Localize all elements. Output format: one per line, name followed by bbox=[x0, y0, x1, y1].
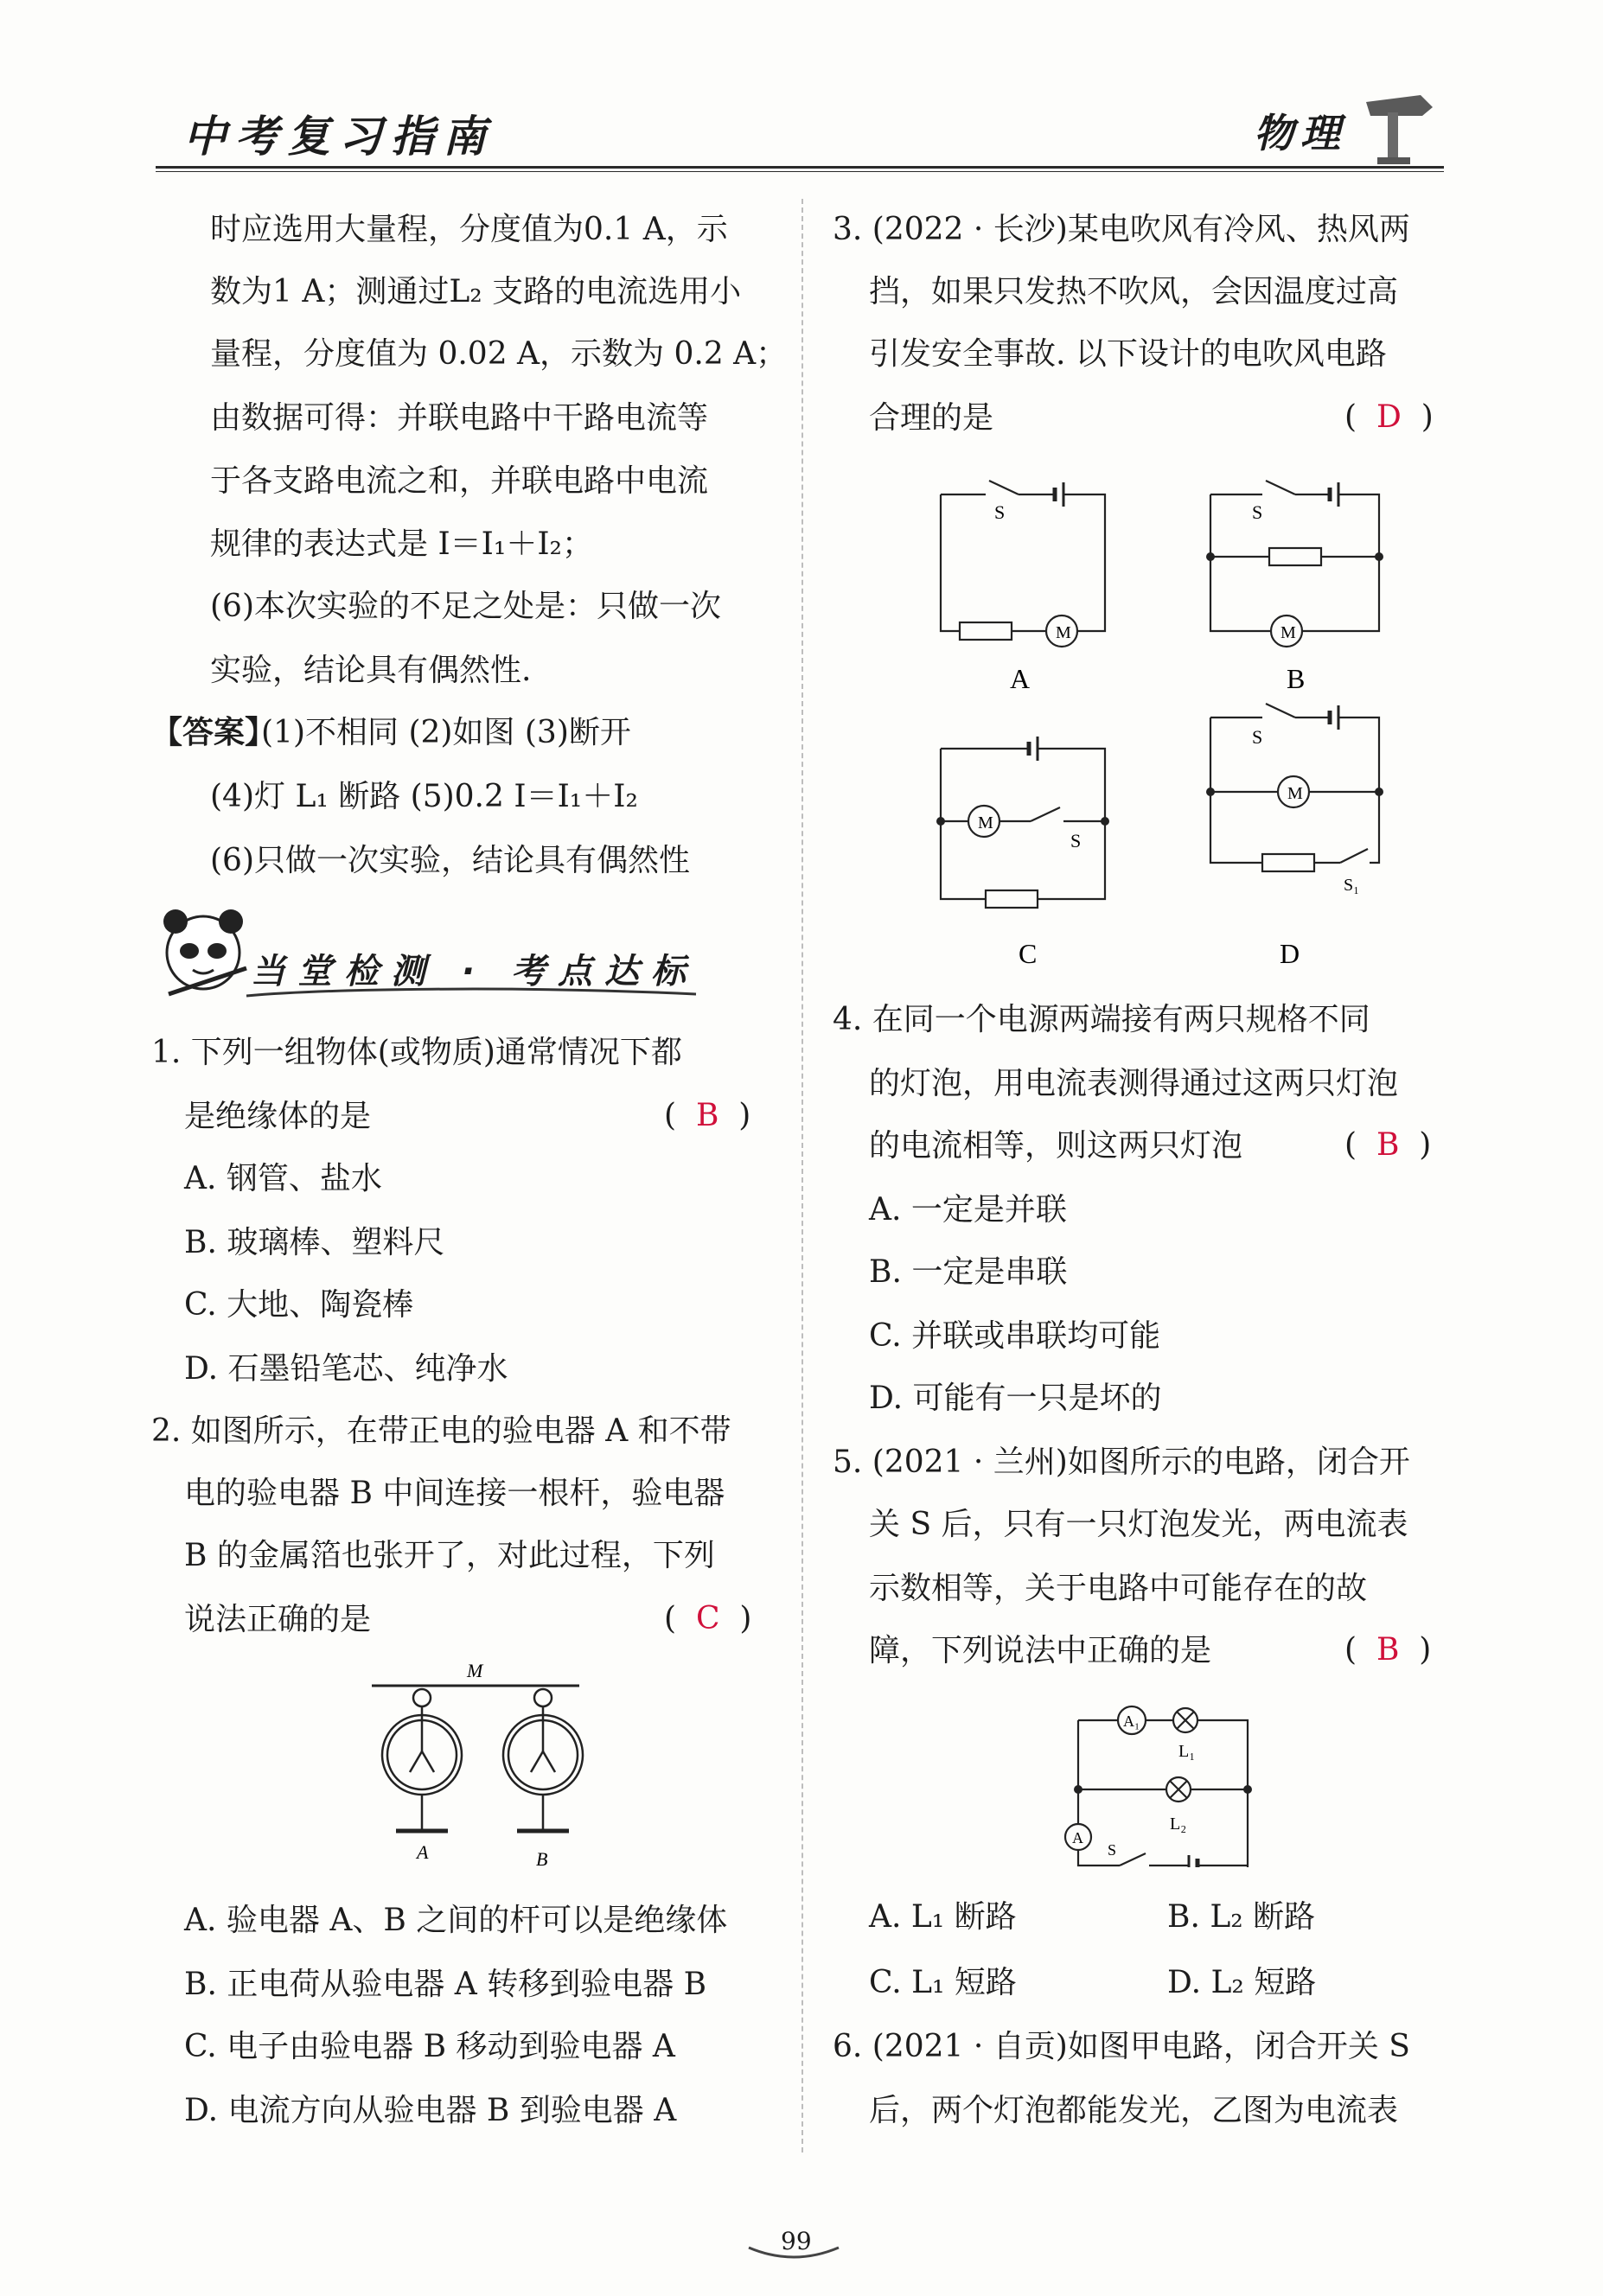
column-divider bbox=[802, 199, 803, 2152]
q5-answer: B bbox=[1376, 1632, 1400, 1668]
switch-label: S bbox=[1108, 1841, 1117, 1859]
cont-line: 量程，分度值为 0.02 A，示数为 0.2 A； bbox=[210, 336, 788, 372]
q1-stem: 1. 下列一组物体(或物质)通常情况下都 bbox=[151, 1035, 682, 1070]
q5-answer-bracket: ( B ) bbox=[1344, 1632, 1432, 1668]
q4-stem: 的灯泡，用电流表测得通过这两只灯泡 bbox=[869, 1066, 1399, 1101]
circuit-label-c: C bbox=[1019, 938, 1038, 969]
circuit-label-a: A bbox=[1010, 663, 1031, 694]
q3-stem: 挡，如果只发热不吹风，会因温度过高 bbox=[869, 274, 1399, 309]
q2-answer: C bbox=[695, 1601, 720, 1636]
q3-stem: 引发安全事故. 以下设计的电吹风电路 bbox=[869, 336, 1387, 372]
fig-label-b: B bbox=[536, 1848, 548, 1870]
q2-stem: 电的验电器 B 中间连接一根杆，验电器 bbox=[184, 1476, 725, 1511]
q5-stem: 关 S 后，只有一只灯泡发光，两电流表 bbox=[869, 1507, 1408, 1542]
q1-option: D. 石墨铅笔芯、纯净水 bbox=[184, 1351, 508, 1387]
q3-answer-bracket: ( D ) bbox=[1344, 399, 1434, 435]
answer-line: (6)只做一次实验，结论具有偶然性 bbox=[210, 843, 690, 878]
cont-line: 时应选用大量程，分度值为0.1 A，示 bbox=[210, 212, 728, 247]
q2-stem: 2. 如图所示，在带正电的验电器 A 和不带 bbox=[151, 1413, 731, 1449]
q6-stem: 后，两个灯泡都能发光，乙图为电流表 bbox=[869, 2093, 1399, 2128]
q1-option: B. 玻璃棒、塑料尺 bbox=[184, 1225, 445, 1260]
q3-stem: 合理的是 bbox=[869, 400, 994, 436]
q2-option: D. 电流方向从验电器 B 到验电器 A bbox=[184, 2093, 677, 2128]
q5-stem: 障，下列说法中正确的是 bbox=[869, 1633, 1212, 1668]
header-rule bbox=[156, 166, 1444, 169]
motor-label: M bbox=[1287, 784, 1303, 803]
motor-label: M bbox=[1280, 623, 1296, 642]
electroscope-figure bbox=[354, 1658, 597, 1883]
q4-stem: 的电流相等，则这两只灯泡 bbox=[869, 1128, 1243, 1164]
q5-option: C. L₁ 短路 bbox=[869, 1965, 1017, 2000]
signpost-icon bbox=[1353, 86, 1440, 169]
q5-stem: 示数相等，关于电路中可能存在的故 bbox=[869, 1571, 1368, 1606]
hairdryer-circuits bbox=[916, 458, 1418, 977]
q2-option: A. 验电器 A、B 之间的杆可以是绝缘体 bbox=[184, 1903, 728, 1938]
q3-stem: 3. (2022 · 长沙)某电吹风有冷风、热风两 bbox=[833, 212, 1410, 247]
cont-line: (6)本次实验的不足之处是：只做一次 bbox=[210, 589, 721, 624]
q2-stem: 说法正确的是 bbox=[184, 1602, 372, 1637]
fig-label-m: M bbox=[467, 1660, 483, 1681]
switch-s1-label: S₁ bbox=[1344, 876, 1360, 895]
q4-answer-bracket: ( B ) bbox=[1344, 1127, 1432, 1163]
cont-line: 规律的表达式是 I＝I₁＋I₂； bbox=[210, 526, 593, 562]
answer-line: (1)不相同 (2)如图 (3)断开 bbox=[261, 715, 631, 750]
subject-title: 物理 bbox=[1254, 110, 1347, 156]
answer-label: 【答案】 bbox=[151, 715, 277, 750]
q6-stem: 6. (2021 · 自贡)如图甲电路，闭合开关 S bbox=[833, 2029, 1410, 2064]
page-number: 99 bbox=[781, 2227, 812, 2255]
q5-stem: 5. (2021 · 兰州)如图所示的电路，闭合开 bbox=[833, 1445, 1410, 1480]
q2-stem: B 的金属箔也张开了，对此过程，下列 bbox=[184, 1538, 715, 1573]
q4-stem: 4. 在同一个电源两端接有两只规格不同 bbox=[833, 1002, 1370, 1037]
fault-circuit bbox=[1059, 1694, 1267, 1867]
switch-label: S bbox=[994, 501, 1006, 523]
ammeter-a-label: A bbox=[1072, 1829, 1083, 1846]
q4-option: D. 可能有一只是坏的 bbox=[869, 1381, 1162, 1416]
q2-option: C. 电子由验电器 B 移动到验电器 A bbox=[184, 2029, 675, 2064]
q1-stem: 是绝缘体的是 bbox=[184, 1099, 372, 1134]
switch-label: S bbox=[1252, 726, 1263, 748]
motor-label: M bbox=[1056, 623, 1071, 642]
cont-line: 数为1 A；测通过L₂ 支路的电流选用小 bbox=[210, 274, 742, 309]
q1-option: C. 大地、陶瓷棒 bbox=[184, 1287, 414, 1323]
cont-line: 由数据可得：并联电路中干路电流等 bbox=[210, 400, 709, 436]
q4-option: B. 一定是串联 bbox=[869, 1254, 1068, 1290]
q4-answer: B bbox=[1376, 1127, 1400, 1163]
circuit-label-d: D bbox=[1280, 938, 1300, 969]
lamp-l1-label: L₁ bbox=[1178, 1742, 1196, 1761]
ammeter-a1-label: A₁ bbox=[1123, 1712, 1140, 1730]
q1-answer-bracket: ( B ) bbox=[664, 1098, 751, 1133]
answer-line: (4)灯 L₁ 断路 (5)0.2 I＝I₁＋I₂ bbox=[210, 779, 638, 814]
q4-option: A. 一定是并联 bbox=[869, 1192, 1067, 1228]
book-title: 中考复习指南 bbox=[183, 112, 495, 162]
cont-line: 实验，结论具有偶然性. bbox=[210, 653, 532, 688]
cont-line: 于各支路电流之和，并联电路中电流 bbox=[210, 463, 709, 499]
section-title: 当堂检测 · 考点达标 bbox=[251, 952, 699, 992]
q5-option: B. L₂ 断路 bbox=[1167, 1899, 1316, 1935]
q1-option: A. 钢管、盐水 bbox=[184, 1161, 382, 1196]
fig-label-a: A bbox=[417, 1841, 429, 1863]
q4-option: C. 并联或串联均可能 bbox=[869, 1318, 1161, 1354]
circuit-label-b: B bbox=[1287, 663, 1306, 694]
header-rule-thin bbox=[156, 171, 1444, 172]
q3-answer: D bbox=[1376, 399, 1402, 435]
q5-option: D. L₂ 短路 bbox=[1167, 1965, 1317, 2000]
lamp-l2-label: L₂ bbox=[1170, 1814, 1187, 1834]
q5-option: A. L₁ 断路 bbox=[869, 1899, 1017, 1935]
q2-answer-bracket: ( C ) bbox=[664, 1601, 752, 1636]
q2-option: B. 正电荷从验电器 A 转移到验电器 B bbox=[184, 1967, 707, 2002]
q1-answer: B bbox=[695, 1098, 719, 1133]
switch-label: S bbox=[1070, 830, 1082, 851]
switch-label: S bbox=[1252, 501, 1263, 523]
motor-label: M bbox=[978, 813, 993, 832]
